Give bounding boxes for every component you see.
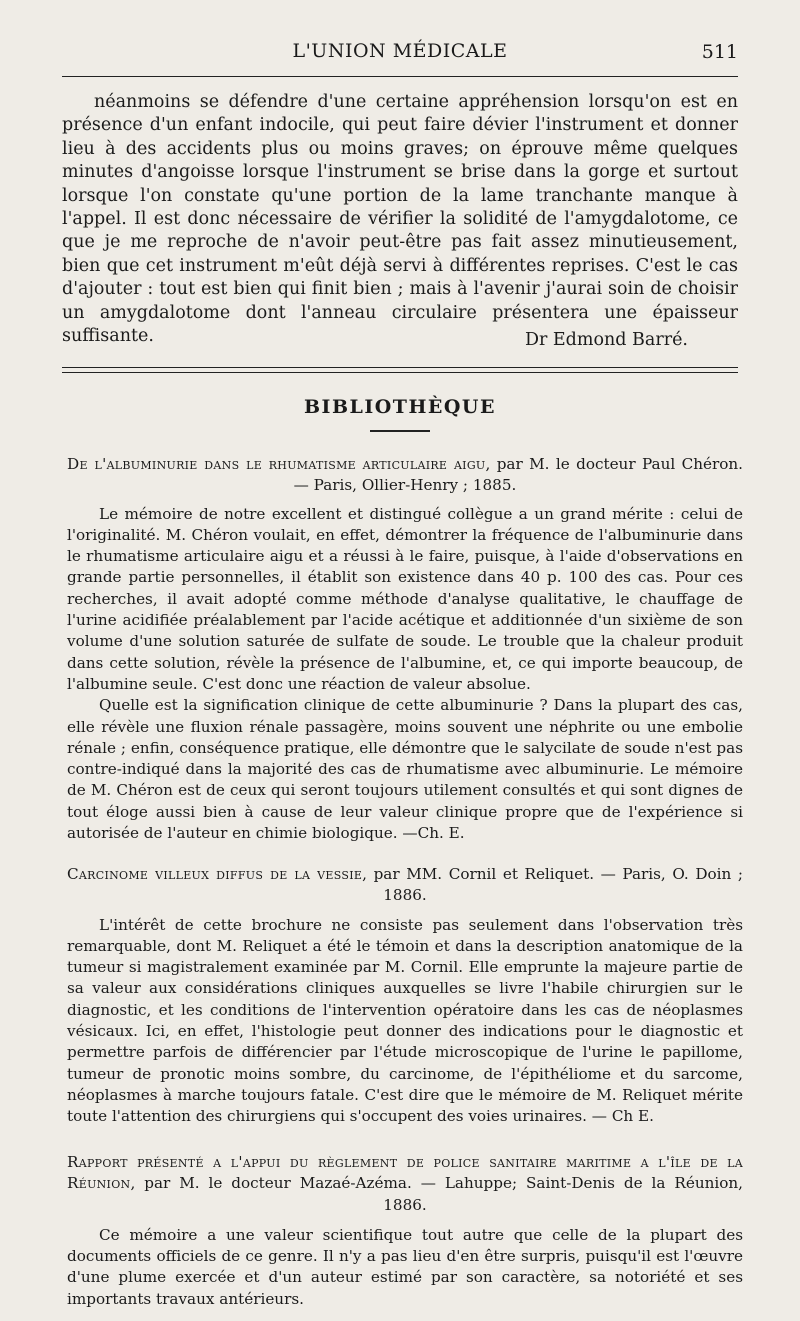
entry-citation: , par M. le docteur Paul Chéron. — Paris, Ollier-Henry ; 1885. (293, 455, 743, 495)
page-header (62, 40, 738, 70)
entry-reference (67, 1152, 743, 1216)
page-number: 511 (701, 41, 738, 63)
entry-review (67, 1225, 743, 1310)
review-paragraph: Ce mémoire a une valeur scientifique tout autre que celle de la plupart des documents officiels de ce genre. Il n'y a pas lieu d'en être surpris, puisqu'il est l'œuvre d'une plume exercée et d'un auteur estimé par son caractère, sa notoriété et ses importants travaux antérieurs. (67, 1225, 743, 1308)
review-entry (67, 454, 743, 844)
entry-citation: , par MM. Cornil et Reliquet. — Paris, O. Doin ; 1886. (362, 865, 743, 905)
section-divider (62, 367, 738, 373)
review-paragraph: Quelle est la signification clinique de cette albuminurie ? Dans la plupart des cas, elle révèle une fluxion rénale passagère, moins souvent une néphrite ou une embolie rénale ; enfin, conséquence pratique, elle démontre que le salycilate de soude n'est pas contre-indiqué dans la majorité des cas de rhumatisme avec albuminurie. Le mémoire de M. Chéron est de ceux qui seront toujours utilement consultés et qui sont dignes de tout éloge aussi bien à cause de leur valeur clinique propre que de l'expérience si autorisée de l'auteur en chimie biologique. —Ch. E. (67, 696, 743, 843)
review-paragraph: Le mémoire de notre excellent et distingué collègue a un grand mérite : celui de l'originalité. M. Chéron voulait, en effet, démontrer la fréquence de l'albuminurie dans le rhumatisme articulaire aigu et a réussi à le faire, puisque, à l'aide d'observations en grande partie personnelles, il établit son existence dans 40 p. 100 des cas. Pour ces recherches, il avait adopté comme méthode d'analyse qualitative, le chauffage de l'urine acidifiée préalablement par l'acide acétique et additionnée d'un sixième de son volume d'une solution saturée de sulfate de soude. Le trouble que la chaleur produit dans cette solution, révèle la présence de l'albumine, et, ce qui importe beaucoup, de l'albumine seule. C'est donc une réaction de valeur absolue. (67, 504, 743, 693)
entry-reference (67, 864, 743, 907)
article-end-paragraph: néanmoins se défendre d'une certaine appréhension lorsqu'on est en présence d'un enfant indocile, qui peut faire dévier l'instrument et donner lieu à des accidents plus ou moins graves; on éprouve même quelques minutes d'angoisse lorsque l'instrument se brise dans la gorge et surtout lorsque l'on constate qu'une portion de la lame tranchante manque à l'appel. Il est donc nécessaire de vérifier la solidité de l'amygdalotome, ce que je me reproche de n'avoir peut-être pas fait assez minutieusement, bien que cet instrument m'eût déjà servi à différentes reprises. C'est le cas d'ajouter : tout est bien qui finit bien ; mais à l'avenir j'aurai soin de choisir un amygdalotome dont l'anneau circulaire présentera une épaisseur suffisante. (62, 92, 738, 347)
section-title: BIBLIOTHÈQUE (304, 396, 496, 418)
entry-reference (67, 454, 743, 497)
entry-review (67, 504, 743, 845)
entry-title: Rapport présenté a l'appui du règlement de police sanitaire maritime a l'île de la Réunion (67, 1153, 743, 1193)
review-entry (67, 1152, 743, 1310)
entry-citation: , par M. le docteur Mazaé-Azéma. — Lahuppe; Saint-Denis de la Réunion, 1886. (130, 1174, 743, 1214)
review-paragraph: L'intérêt de cette brochure ne consiste pas seulement dans l'observation très remarquable, dont M. Reliquet a été le témoin et dans la description anatomique de la tumeur si magistralement examinée par M. Cornil. Elle emprunte la majeure partie de sa valeur aux considérations cliniques auxquelles se livre l'habile chirurgien sur le diagnostic, et les conditions de l'intervention opératoire dans les cas de néoplasmes vésicaux. Ici, en effet, l'histologie peut donner des indications pour le diagnostic et permettre parfois de différencier par l'étude microscopique de l'urine le papillome, tumeur de pronotic moins sombre, du carcinome, de l'épithéliome et du sarcome, néoplasmes à marche toujours fatale. C'est dire que le mémoire de M. Reliquet mérite toute l'attention des chirurgiens qui s'occupent des voies urinaires. — Ch E. (67, 915, 743, 1126)
entry-review (67, 915, 743, 1128)
review-entry (67, 864, 743, 1128)
title-underline (370, 430, 430, 432)
article-signature: Dr Edmond Barré. (524, 330, 688, 350)
header-rule (62, 76, 738, 77)
entry-title: Carcinome villeux diffus de la vessie (67, 865, 363, 883)
article-end (62, 91, 738, 348)
entry-title: De l'albuminurie dans le rhumatisme articulaire aigu (67, 455, 486, 473)
running-title: L'UNION MÉDICALE (292, 40, 508, 62)
